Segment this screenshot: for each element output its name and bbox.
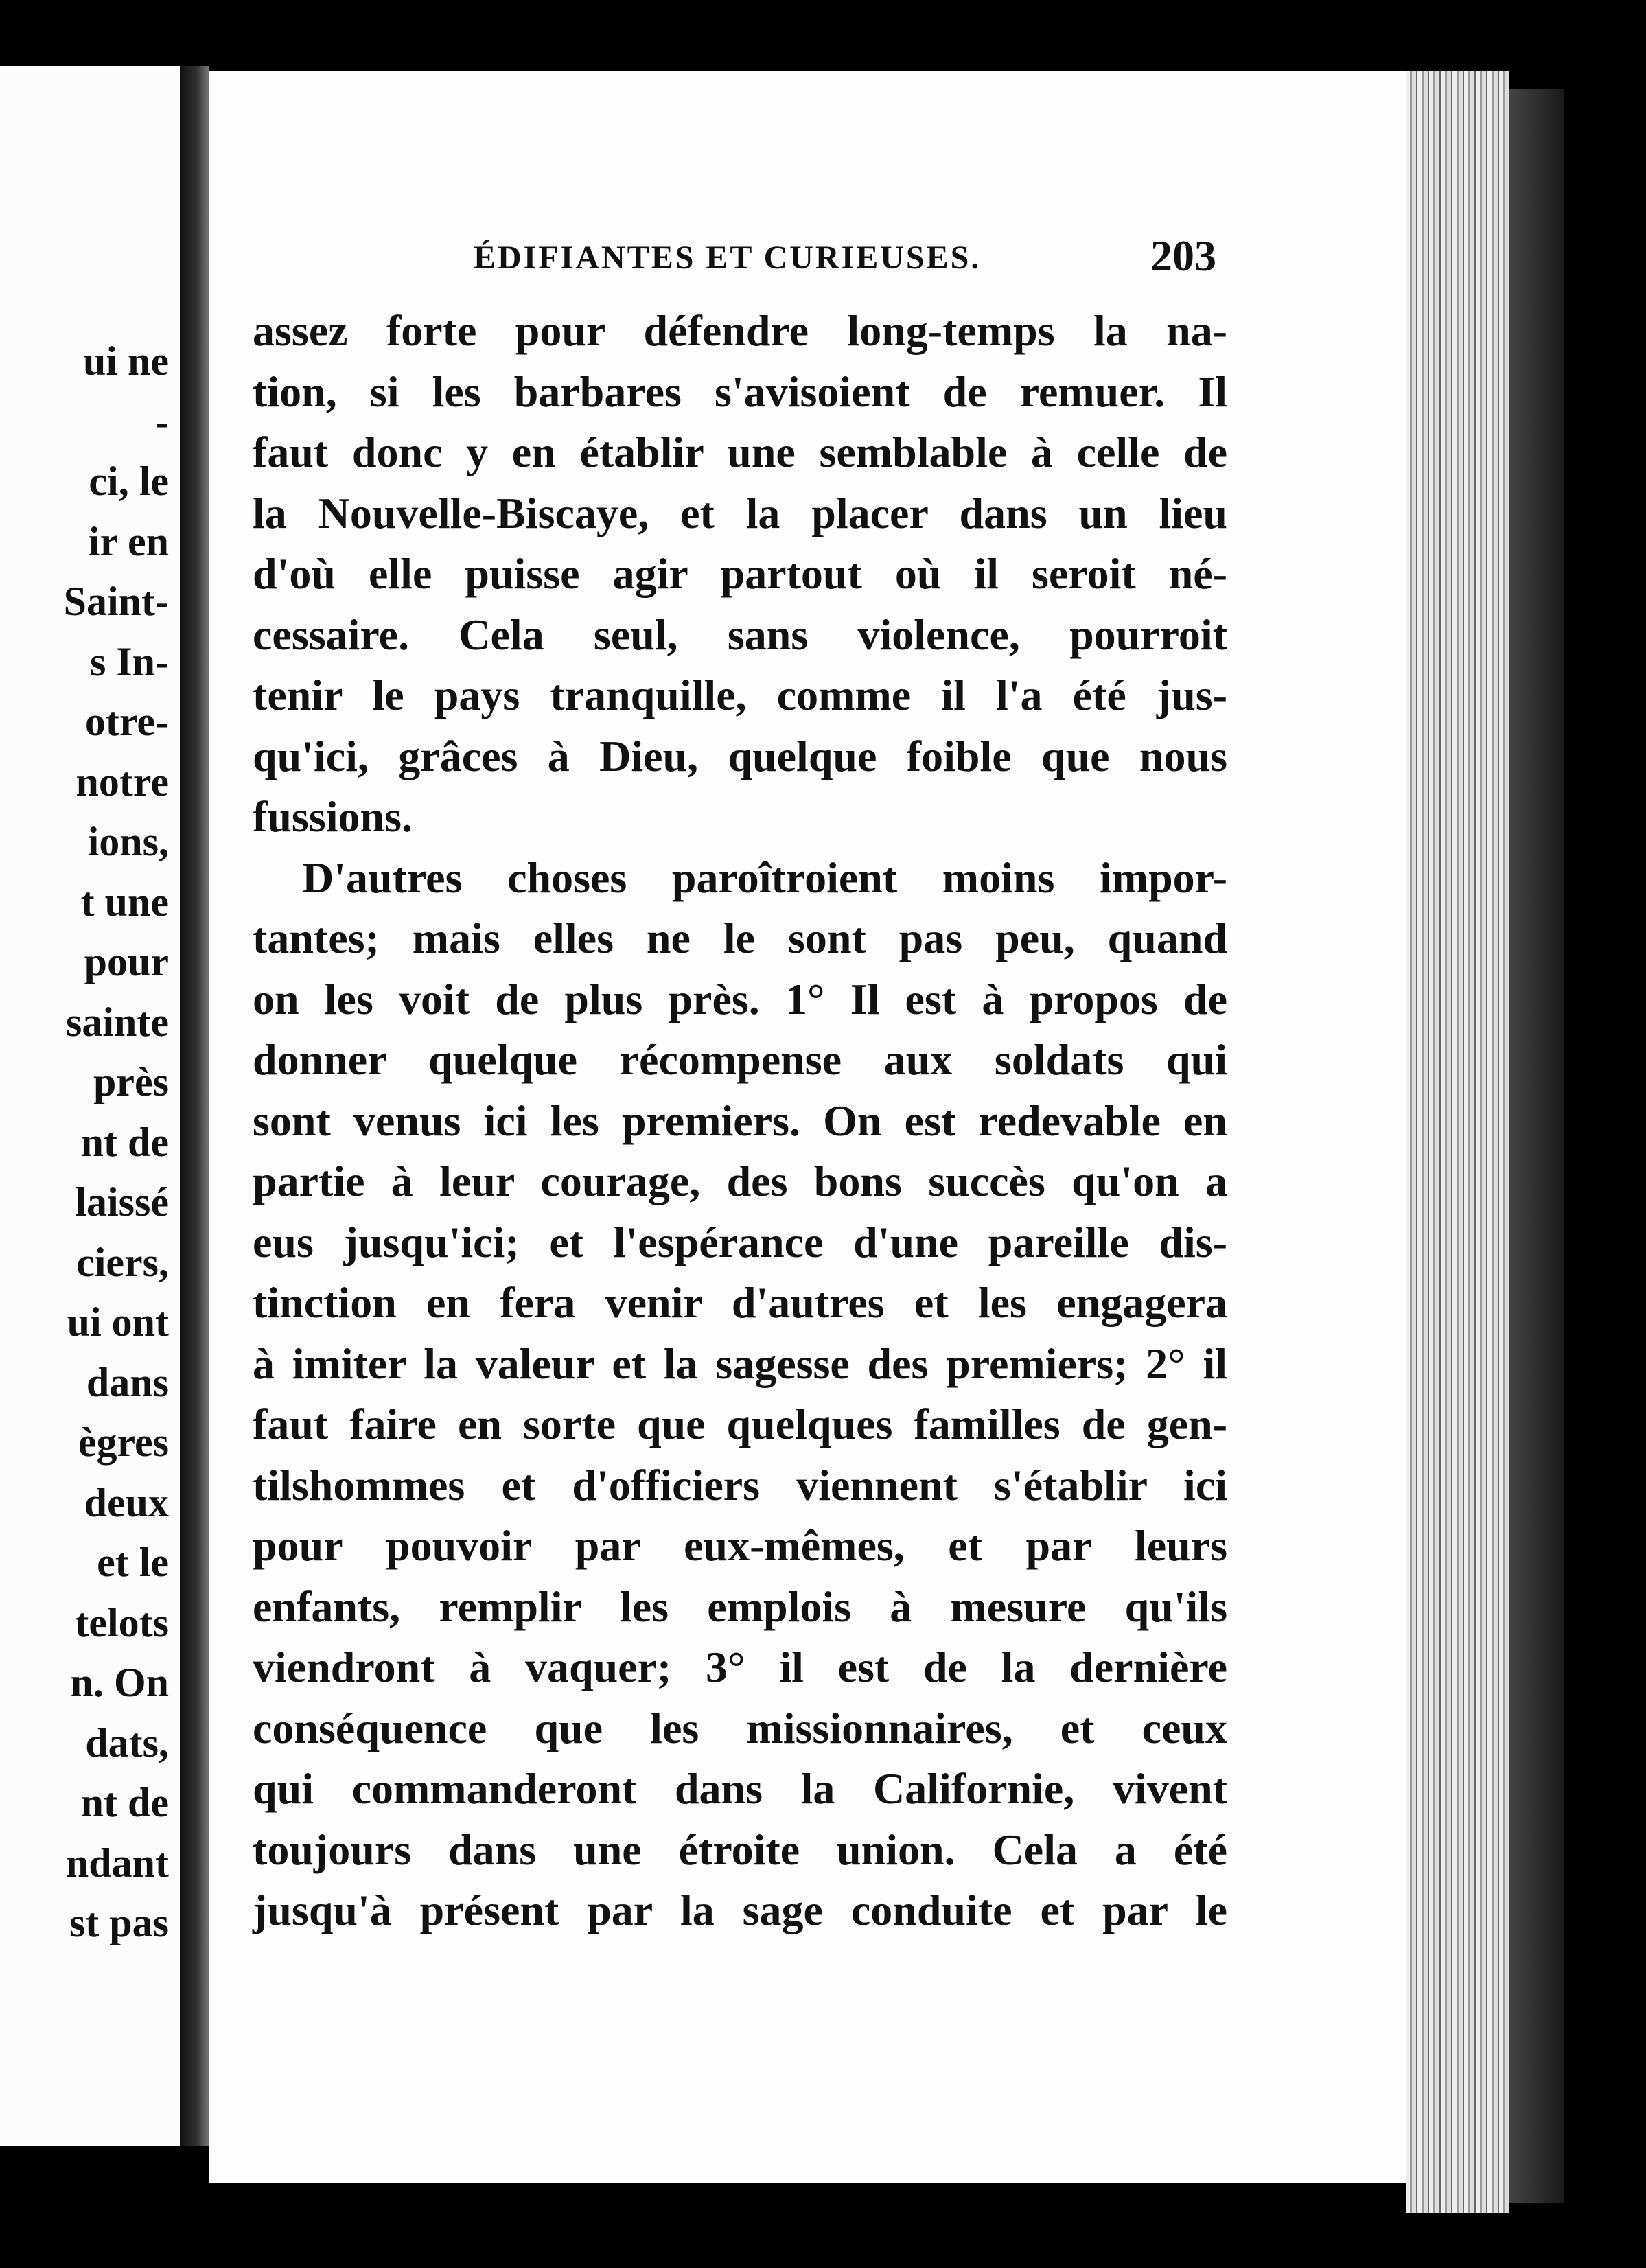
text-line: assez forte pour défendre long-temps la na- [253, 306, 1227, 355]
text-line: tenir le pays tranquille, comme il l'a été jus- [253, 671, 1227, 719]
text-line: donner quelque récompense aux soldats qui [253, 1035, 1227, 1084]
text-line: sont venus ici les premiers. On est redevable en [253, 1096, 1227, 1145]
left-page-fragment: Saint- [63, 579, 169, 624]
left-page-fragment: nt de [80, 1119, 169, 1165]
left-page-fragment: n. On [70, 1660, 169, 1705]
text-line: tion, si les barbares s'avisoient de remuer. Il [253, 367, 1227, 416]
text-line: D'autres choses paroîtroient moins impor- [302, 853, 1227, 902]
left-page-fragment: sainte [66, 999, 169, 1045]
left-page-fragment: st pas [69, 1900, 169, 1945]
left-page-fragment: t une [80, 879, 169, 925]
text-line: fussions. [253, 792, 413, 841]
text-line: jusqu'à présent par la sage conduite et par le [253, 1886, 1227, 1934]
book-cover-edge [1509, 89, 1564, 2203]
text-line: toujours dans une étroite union. Cela a été [253, 1825, 1227, 1874]
left-page-fragment: ciers, [76, 1239, 169, 1285]
text-line: enfants, remplir les emplois à mesure qu'ils [253, 1582, 1227, 1631]
left-page-fragment: ndant [65, 1840, 169, 1886]
left-page-fragment: ir en [88, 518, 169, 564]
left-page-fragment: nt de [80, 1780, 169, 1825]
book-gutter [180, 66, 209, 2146]
left-page-fragment: pour [84, 939, 169, 984]
text-line: qu'ici, grâces à Dieu, quelque foible que nous [253, 731, 1227, 780]
text-line: tantes; mais elles ne le sont pas peu, quand [253, 914, 1227, 962]
text-line: cessaire. Cela seul, sans violence, pourroit [253, 610, 1227, 659]
text-line: on les voit de plus près. 1° Il est à propos de [253, 974, 1227, 1023]
text-line: qui commanderont dans la Californie, vivent [253, 1764, 1227, 1813]
text-line: faut faire en sorte que quelques familles de gen- [253, 1400, 1227, 1448]
text-line: conséquence que les missionnaires, et ceux [253, 1703, 1227, 1752]
running-head: ÉDIFIANTES ET CURIEUSES. [474, 240, 982, 276]
text-line: tilshommes et d'officiers viennent s'établir ici [253, 1460, 1227, 1509]
left-page-fragment: ui ne [82, 338, 169, 384]
left-page-fragment: s In- [89, 638, 169, 684]
left-page-fragment: - [155, 398, 169, 444]
text-line: eus jusqu'ici; et l'espérance d'une pareille dis- [253, 1217, 1227, 1266]
left-page-fragment: dans [86, 1359, 169, 1405]
text-line: viendront à vaquer; 3° il est de la dernière [253, 1643, 1227, 1691]
left-page-fragment: deux [84, 1479, 169, 1525]
text-line: à imiter la valeur et la sagesse des premiers; 2° il [253, 1339, 1227, 1388]
left-page-fragment: laissé [75, 1179, 169, 1225]
left-page-fragment: ions, [87, 819, 169, 864]
left-page-fragment: ci, le [89, 459, 169, 504]
left-page-fragment: otre- [84, 699, 169, 744]
text-line: pour pouvoir par eux-mêmes, et par leurs [253, 1521, 1227, 1570]
left-page [0, 66, 180, 2146]
left-page-fragment: ui ont [67, 1299, 169, 1345]
page-number: 203 [1150, 231, 1216, 280]
left-page-fragment: dats, [85, 1720, 169, 1766]
text-line: la Nouvelle-Biscaye, et la placer dans un lieu [253, 488, 1227, 537]
left-page-fragment: telots [75, 1599, 169, 1645]
text-line: d'où elle puisse agir partout où il seroit né- [253, 549, 1227, 598]
text-line: tinction en fera venir d'autres et les engagera [253, 1278, 1227, 1327]
left-page-fragment: ègres [78, 1420, 169, 1465]
text-line: faut donc y en établir une semblable à celle de [253, 428, 1227, 476]
body-text [253, 301, 1227, 1941]
left-page-fragment: près [93, 1059, 169, 1104]
left-page-fragment: et le [97, 1540, 169, 1585]
left-page-fragment: notre [76, 759, 169, 805]
text-line: partie à leur courage, des bons succès qu'on a [253, 1157, 1227, 1205]
page-edges [1406, 71, 1509, 2213]
